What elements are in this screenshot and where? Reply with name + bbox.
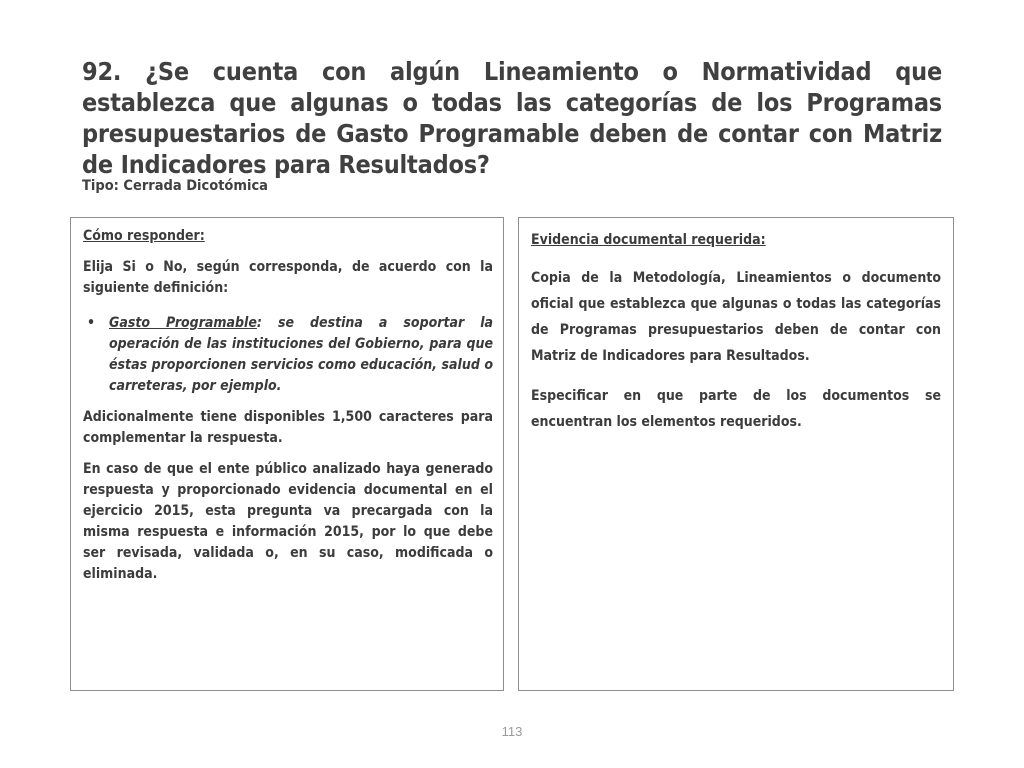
definition-text: : se destina a soportar la operación de las instituciones del Gobierno, para que éstas proporcionen servicios como educación, salud o carreteras, por ejemplo. [109,315,494,394]
question-title: 92. ¿Se cuenta con algún Lineamiento o Normatividad que establezca que algunas o todas las categorías de los Programas presupuestarios de Gasto Programable deben de contar con Matriz de Indicadores para Resultados? [82,57,942,179]
how-to-answer-intro: Elija Si o No, según corresponda, de acuerdo con la siguiente definición: [83,259,493,296]
page-number: 113 [501,724,523,739]
evidence-heading: Evidencia documental requerida: [531,232,766,248]
evidence-paragraph-2: Especificar en que parte de los documentos se encuentran los elementos requeridos. [531,388,941,430]
question-type-label: Tipo: Cerrada Dicotómica [82,178,268,194]
definition-item [83,313,493,397]
evidence-panel [518,217,954,691]
characters-note: Adicionalmente tiene disponibles 1,500 caracteres para complementar la respuesta. [83,409,493,446]
definition-term: Gasto Programable [109,315,257,331]
bullet-icon: • [87,315,96,331]
preload-note: En caso de que el ente público analizado haya generado respuesta y proporcionado evidencia documental en el ejercicio 2015, esta pregunta va precargada con la misma respuesta e información 2015, por lo que debe ser revisada, validada o, en su caso, modificada o eliminada. [83,461,493,582]
definition-list [83,313,493,397]
how-to-answer-panel [70,217,504,691]
how-to-answer-heading: Cómo responder: [83,228,205,244]
evidence-paragraph-1: Copia de la Metodología, Lineamientos o documento oficial que establezca que algunas o todas las categorías de Programas presupuestarios deben de contar con Matriz de Indicadores para Resultados. [531,270,941,364]
